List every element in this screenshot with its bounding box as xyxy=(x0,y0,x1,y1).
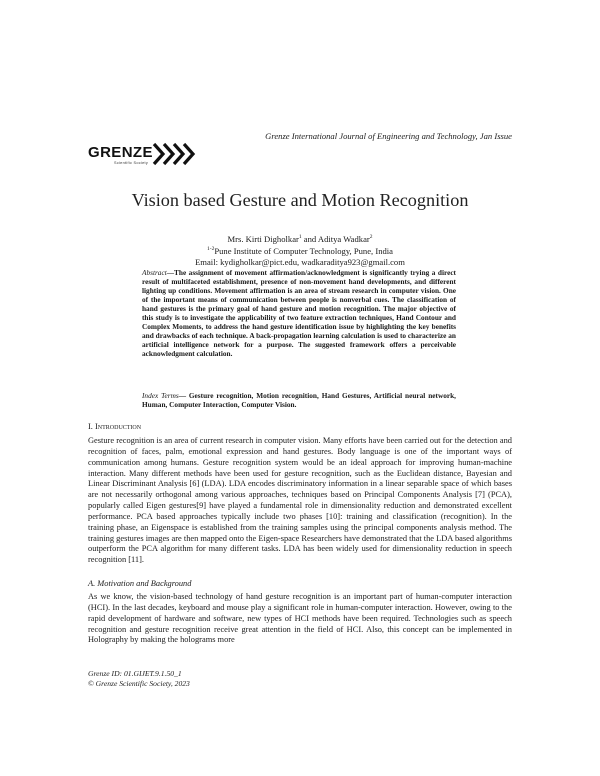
index-terms-text: — Gesture recognition, Motion recognition, Hand Gestures, Artificial neural network, Human, Computer Interaction, Computer Vision. xyxy=(142,391,456,410)
author-2-sup: 2 xyxy=(369,234,373,240)
grenze-id: Grenze ID: 01.GIJET.9.1.50_1 xyxy=(88,669,182,678)
section-number: I. xyxy=(88,422,95,431)
subsection-heading: A. Motivation and Background xyxy=(88,579,192,588)
affiliation-text: Pune Institute of Computer Technology, Pune, India xyxy=(214,246,393,257)
author-email: Email: kydigholkar@pict.edu, wadkaraditya923@gmail.com xyxy=(195,256,405,267)
section-heading xyxy=(88,422,141,431)
abstract-text: —The assignment of movement affirmation/acknowledgment is significantly trying a direct result of multifaceted establishment, presence of non-movement hand developments, and different lighting up conditions. Movement affirmation is an area of stream research in computer vision. One of the important means of communication between people is nonverbal cues. The classification of hand gestures is the primary goal of hand gesture and motion recognition. The major objective of this study is to investigate the applicability of two feature extraction techniques, Hand Contour and Complex Moments, to address the hand gesture identification issue by highlighting the key benefits and drawbacks of each technique. A back-propagation learning calculation is used to characterize an artificial intelligence network for a purpose. The suggested framework offers a perceivable acknowledgment calculation. xyxy=(142,268,456,359)
index-terms-label: Index Terms xyxy=(142,391,179,400)
index-terms xyxy=(142,391,456,409)
affiliation xyxy=(0,244,600,256)
motivation-paragraph: As we know, the vision-based technology of hand gesture recognition is an important part of human-computer interaction (HCI). In the last decades, keyboard and mouse play a significant role in human-computer interaction. However, owing to the rapid development of hardware and software, new types of HCI methods have been required. Technologies such as speech recognition and gesture recognition receive great attention in the field of HCI. Also, this concept can be implemented in Holography by making the holograms more xyxy=(88,592,512,645)
author-and: and xyxy=(301,233,318,244)
abstract-label: Abstract xyxy=(142,268,167,277)
section-title: Introduction xyxy=(94,422,142,431)
paper-title: Vision based Gesture and Motion Recognition xyxy=(131,190,469,210)
abstract xyxy=(142,268,456,358)
logo-wordmark: GRENZE xyxy=(88,144,153,161)
author-2: Aditya Wadkar xyxy=(317,233,370,244)
affiliation-sup: 1-2 xyxy=(207,246,215,253)
copyright: © Grenze Scientific Society, 2023 xyxy=(88,678,190,688)
journal-name: Grenze International Journal of Engineering and Technology, Jan Issue xyxy=(265,131,512,141)
chevrons-icon xyxy=(152,140,198,168)
author-1-sup: 1 xyxy=(298,234,302,240)
grenze-logo xyxy=(88,140,198,170)
logo-tagline: Scientific Society xyxy=(114,161,149,165)
author-1: Mrs. Kirti Digholkar xyxy=(227,233,299,244)
footer xyxy=(88,669,190,688)
author-names xyxy=(0,232,600,244)
intro-paragraph: Gesture recognition is an area of current research in computer vision. Many efforts have been carried out for the detection and recognition of faces, palm, emotional expression and hand gestures. Body language is one of the important ways of communication among humans. Gesture recognition system would be an ideal approach for improving human-machine interaction. Many different methods have been used for gesture recognition, such as the Euclidean distance, Bayesian and Linear Discriminant Analysis [6] (LDA). LDA encodes discriminatory information in a linear separable space of which bases are not necessarily orthogonal among various approaches, techniques based on Principal Components Analysis [7] (PCA), popularly called Eigen gestures[9] have played a fundamental role in dimensionality reduction and demonstrated excellent performance. PCA based approaches typically include two phases [10]: training and classification (recognition). In the training phase, an Eigenspace is established from the training samples using the principal components analysis method. The training gestures images are then mapped onto the Eigen-space Researchers have demonstrated that the LDA based algorithms outperform the PCA algorithm for many different tasks. LDA has been widely used for dimensionality reduction in speech recognition [11]. xyxy=(88,436,512,565)
author-block xyxy=(0,232,600,268)
